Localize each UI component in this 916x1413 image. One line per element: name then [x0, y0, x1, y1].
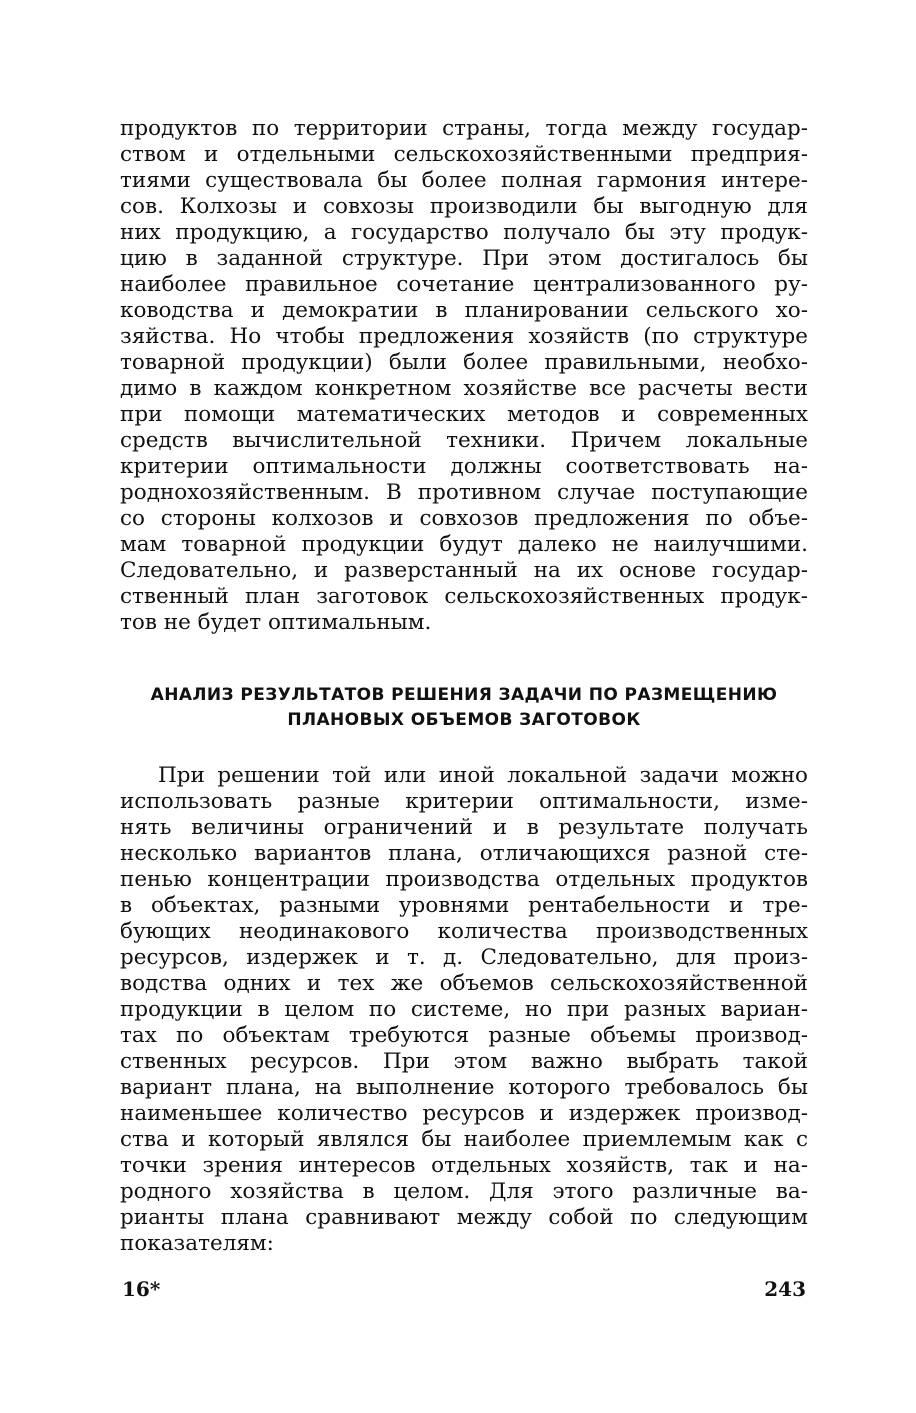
- text-line: пенью концентрации производства отдельных продуктов: [120, 867, 808, 892]
- text-line: наименьшее количество ресурсов и издержек производ-: [120, 1101, 808, 1126]
- section-heading-line-1: АНАЛИЗ РЕЗУЛЬТАТОВ РЕШЕНИЯ ЗАДАЧИ ПО РАЗМЕЩЕНИЮ: [150, 685, 778, 705]
- text-line: продуктов по территории страны, тогда между государ-: [120, 116, 808, 141]
- text-line: ственных ресурсов. При этом важно выбрать такой: [120, 1049, 808, 1074]
- text-line: показателям:: [120, 1231, 274, 1256]
- text-line: водства одних и тех же объемов сельскохозяйственной: [120, 971, 808, 996]
- text-line: со стороны колхозов и совхозов предложения по объе-: [120, 506, 808, 531]
- text-line: димо в каждом конкретном хозяйстве все расчеты вести: [120, 376, 808, 401]
- text-line: При решении той или иной локальной задачи можно: [158, 763, 808, 788]
- text-line: в объектах, разными уровнями рентабельности и тре-: [120, 893, 808, 918]
- text-line: использовать разные критерии оптимальности, изме-: [120, 789, 808, 814]
- text-line: сов. Колхозы и совхозы производили бы выгодную для: [120, 194, 808, 219]
- page-number: 243: [764, 1277, 806, 1301]
- text-line: ководства и демократии в планировании сельского хо-: [120, 298, 808, 323]
- section-heading-line-2: ПЛАНОВЫХ ОБЪЕМОВ ЗАГОТОВОК: [287, 710, 641, 730]
- text-line: мам товарной продукции будут далеко не наилучшими.: [120, 532, 808, 557]
- text-line: наиболее правильное сочетание централизованного ру-: [120, 272, 808, 297]
- text-line: Следовательно, и разверстанный на их основе государ-: [120, 558, 808, 583]
- text-line: бующих неодинакового количества производственных: [120, 919, 808, 944]
- text-line: них продукцию, а государство получало бы эту продук-: [120, 220, 808, 245]
- text-line: зяйства. Но чтобы предложения хозяйств (по структуре: [120, 324, 808, 349]
- text-line: точки зрения интересов отдельных хозяйств, так и на-: [120, 1153, 808, 1178]
- text-line: при помощи математических методов и современных: [120, 402, 808, 427]
- text-line: товарной продукции) были более правильными, необхо-: [120, 350, 808, 375]
- text-line: цию в заданной структуре. При этом достигалось бы: [120, 246, 808, 271]
- text-line: тиями существовала бы более полная гармония интере-: [120, 168, 808, 193]
- text-line: критерии оптимальности должны соответствовать на-: [120, 454, 808, 479]
- text-line: ства и который являлся бы наиболее приемлемым как с: [120, 1127, 808, 1152]
- text-line: несколько вариантов плана, отличающихся разной сте-: [120, 841, 808, 866]
- text-line: ством и отдельными сельскохозяйственными предприя-: [120, 142, 808, 167]
- text-line: средств вычислительной техники. Причем локальные: [120, 428, 808, 453]
- text-line: нять величины ограничений и в результате получать: [120, 815, 808, 840]
- text-line: тов не будет оптимальным.: [120, 610, 432, 635]
- text-line: продукции в целом по системе, но при разных вариан-: [120, 997, 808, 1022]
- text-line: ресурсов, издержек и т. д. Следовательно, для произ-: [120, 945, 808, 970]
- text-line: вариант плана, на выполнение которого требовалось бы: [120, 1075, 808, 1100]
- signature-mark: 16*: [122, 1277, 161, 1301]
- text-line: роднохозяйственным. В противном случае поступающие: [120, 480, 808, 505]
- text-line: родного хозяйства в целом. Для этого различные ва-: [120, 1179, 808, 1204]
- text-line: тах по объектам требуются разные объемы производ-: [120, 1023, 808, 1048]
- text-line: рианты плана сравнивают между собой по следующим: [120, 1205, 808, 1230]
- text-line: ственный план заготовок сельскохозяйственных продук-: [120, 584, 808, 609]
